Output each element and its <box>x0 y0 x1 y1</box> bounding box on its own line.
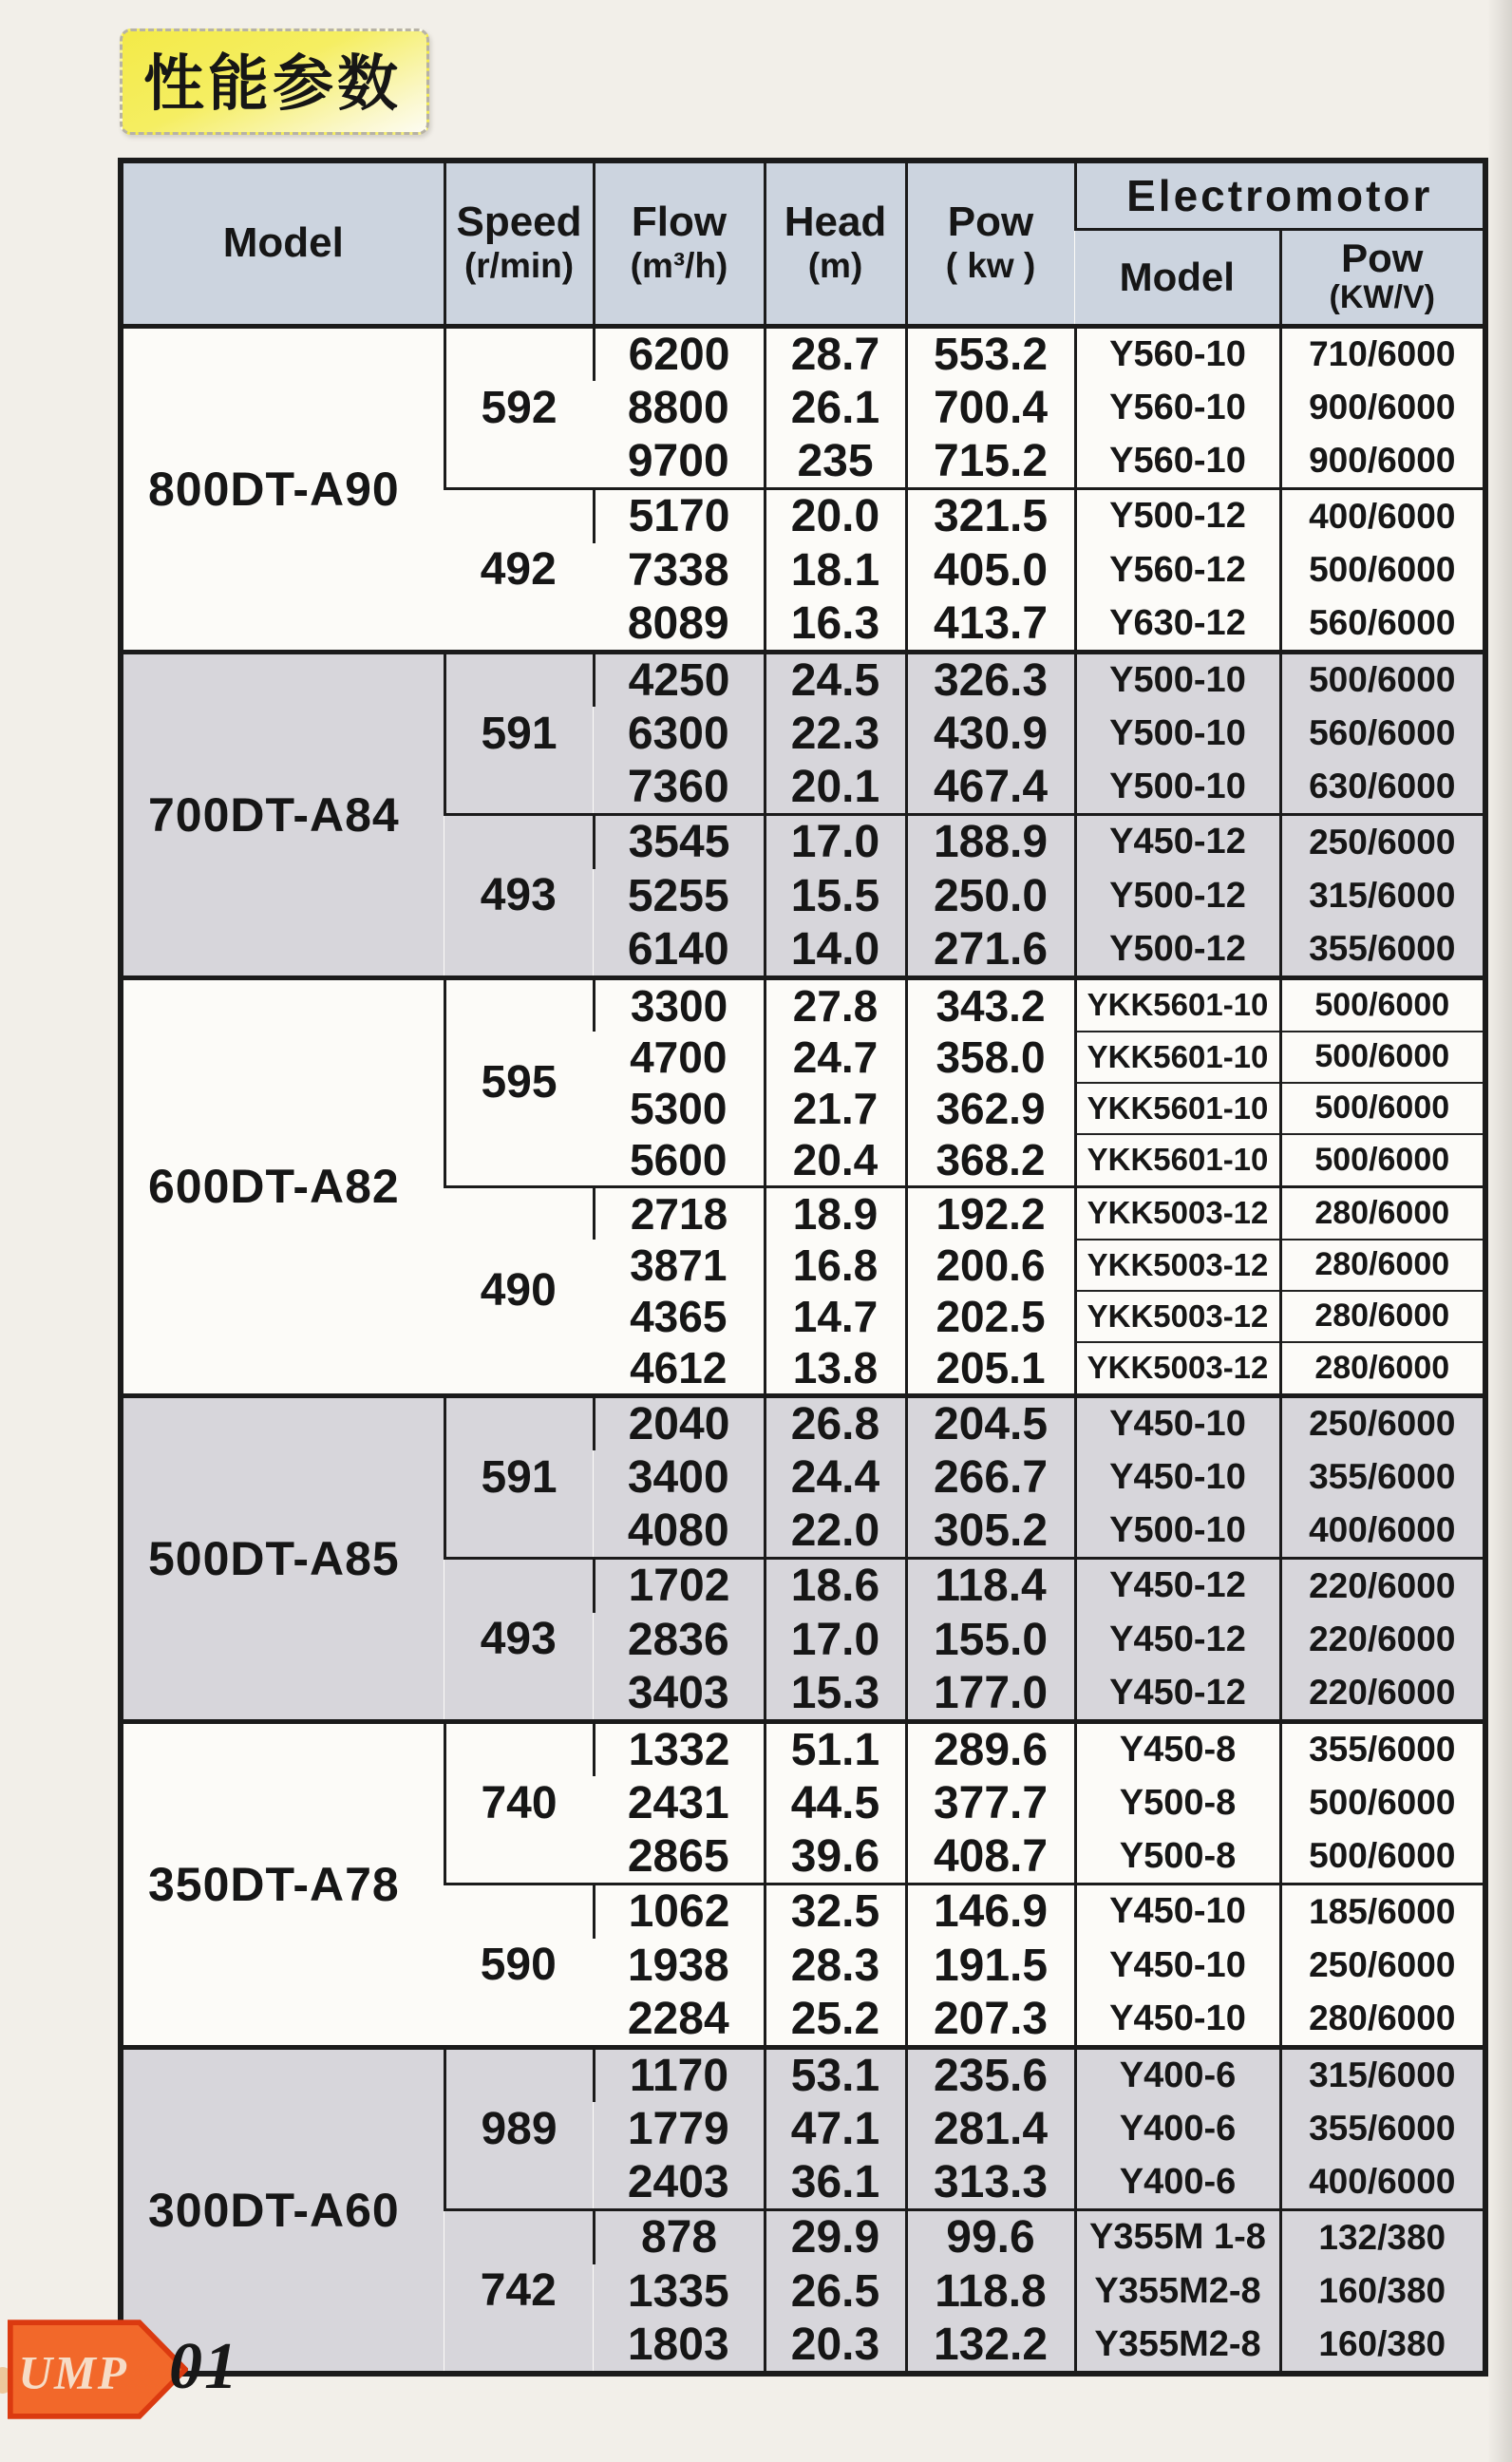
flow-cell: 4080 <box>594 1505 765 1559</box>
em-model-cell: YKK5003-12 <box>1075 1240 1280 1291</box>
flow-cell: 6140 <box>594 923 765 978</box>
flow-cell: 1803 <box>594 2319 765 2374</box>
flow-cell: 8089 <box>627 597 729 649</box>
em-model-cell: Y355M2-8 <box>1075 2319 1280 2374</box>
em-pow-cell: 160/380 <box>1280 2264 1485 2319</box>
header-row-main <box>121 161 1485 229</box>
em-pow-cell: 220/6000 <box>1280 1613 1485 1667</box>
table-row <box>121 977 1485 1032</box>
flow-cell: 6200 <box>594 326 765 381</box>
pow-cell: 99.6 <box>906 2210 1075 2264</box>
pow-cell: 271.6 <box>906 923 1075 978</box>
em-pow-cell: 400/6000 <box>1280 1505 1485 1559</box>
speed-cell: 742 <box>444 2210 594 2374</box>
head-cell: 47.1 <box>765 2102 906 2156</box>
em-model-cell: Y355M2-8 <box>1075 2264 1280 2319</box>
em-model-cell: Y400-6 <box>1075 2102 1280 2156</box>
pow-cell: 430.9 <box>906 707 1075 761</box>
head-cell: 36.1 <box>765 2156 906 2210</box>
em-pow-cell: 500/6000 <box>1280 652 1485 707</box>
pow-cell: 191.5 <box>906 1939 1075 1993</box>
em-pow-cell: 280/6000 <box>1280 1240 1485 1291</box>
em-model-cell: Y500-10 <box>1075 1505 1280 1559</box>
page-number: 01 <box>169 2330 239 2403</box>
em-pow-cell: 560/6000 <box>1280 707 1485 761</box>
em-model-cell: Y560-10 <box>1075 435 1280 489</box>
em-pow-cell: 500/6000 <box>1280 1083 1485 1134</box>
pow-cell: 305.2 <box>906 1505 1075 1559</box>
head-cell: 44.5 <box>765 1776 906 1830</box>
flow-cell: 2284 <box>627 1993 729 2044</box>
em-model-cell: YKK5601-10 <box>1075 1032 1280 1083</box>
flow-cell: 4250 <box>594 652 765 707</box>
pow-cell: 266.7 <box>906 1450 1075 1505</box>
table-row <box>121 1721 1485 1776</box>
pow-cell: 202.5 <box>906 1291 1075 1342</box>
flow-cell: 7360 <box>594 761 765 815</box>
em-model-cell: Y560-10 <box>1075 326 1280 381</box>
em-model-cell: Y450-12 <box>1075 1667 1280 1722</box>
em-model-cell: Y450-12 <box>1075 1613 1280 1667</box>
flow-cell: 9700 <box>627 435 729 486</box>
pow-cell: 408.7 <box>906 1830 1075 1884</box>
em-pow-cell: 185/6000 <box>1280 1884 1485 1939</box>
speed-cell: 740 <box>444 1721 594 1884</box>
head-cell: 15.5 <box>765 869 906 923</box>
em-model-cell: Y560-12 <box>1075 543 1280 597</box>
head-cell: 32.5 <box>765 1884 906 1939</box>
em-model-cell: Y450-10 <box>1075 1450 1280 1505</box>
flow-cell: 5300 <box>630 1083 728 1133</box>
column-header-em-pow: Pow (KW/V) <box>1280 229 1485 326</box>
flow-cell: 1779 <box>594 2102 765 2156</box>
model-cell: 500DT-A85 <box>121 1395 444 1721</box>
em-pow-cell: 132/380 <box>1280 2210 1485 2264</box>
head-cell: 53.1 <box>765 2047 906 2102</box>
head-cell: 14.7 <box>765 1291 906 1342</box>
em-model-cell: Y355M 1-8 <box>1075 2210 1280 2264</box>
pow-cell: 326.3 <box>906 652 1075 707</box>
speed-cell: 592 <box>444 326 594 489</box>
em-model-cell: Y400-6 <box>1075 2156 1280 2210</box>
em-pow-cell: 160/380 <box>1280 2319 1485 2374</box>
pow-cell: 313.3 <box>906 2156 1075 2210</box>
speed-cell: 493 <box>444 1559 594 1722</box>
head-cell: 16.3 <box>765 597 906 653</box>
em-model-cell: Y450-12 <box>1075 815 1280 869</box>
head-cell: 22.0 <box>765 1505 906 1559</box>
pow-cell: 553.2 <box>906 326 1075 381</box>
em-pow-cell: 500/6000 <box>1280 1830 1485 1884</box>
head-cell: 17.0 <box>765 1613 906 1667</box>
head-cell: 17.0 <box>765 815 906 869</box>
model-cell: 350DT-A78 <box>121 1721 444 2047</box>
em-model-cell: Y450-12 <box>1075 1559 1280 1613</box>
em-pow-cell: 250/6000 <box>1280 815 1485 869</box>
head-cell: 27.8 <box>765 977 906 1032</box>
table-row <box>121 326 1485 381</box>
pow-cell: 118.4 <box>906 1559 1075 1613</box>
pow-cell: 281.4 <box>906 2102 1075 2156</box>
em-pow-cell: 900/6000 <box>1280 381 1485 435</box>
em-pow-cell: 280/6000 <box>1280 1186 1485 1240</box>
table-body <box>121 326 1485 2374</box>
column-header-em-model: Model <box>1075 229 1280 326</box>
em-model-cell: Y450-10 <box>1075 1939 1280 1993</box>
speed-cell: 590 <box>444 1884 594 2048</box>
pow-cell: 700.4 <box>906 381 1075 435</box>
pow-cell: 235.6 <box>906 2047 1075 2102</box>
em-model-cell: Y400-6 <box>1075 2047 1280 2102</box>
em-model-cell: YKK5601-10 <box>1075 977 1280 1032</box>
table-row <box>121 652 1485 707</box>
head-cell: 51.1 <box>765 1721 906 1776</box>
flow-cell: 2403 <box>594 2156 765 2210</box>
em-pow-cell: 280/6000 <box>1280 1342 1485 1396</box>
em-pow-cell: 500/6000 <box>1280 1776 1485 1830</box>
head-cell: 26.8 <box>765 1395 906 1450</box>
pow-cell: 321.5 <box>906 489 1075 543</box>
em-model-cell: Y500-12 <box>1075 489 1280 543</box>
flow-cell: 4365 <box>630 1291 728 1341</box>
em-model-cell: Y630-12 <box>1075 597 1280 653</box>
pump-logo-text: UMP <box>18 2346 128 2399</box>
flow-cell: 7338 <box>627 544 729 596</box>
flow-cell: 1702 <box>594 1559 765 1613</box>
flow-cell: 4612 <box>630 1342 728 1392</box>
em-model-cell: Y500-8 <box>1075 1830 1280 1884</box>
flow-cell: 3871 <box>630 1240 728 1290</box>
pow-cell: 207.3 <box>906 1993 1075 2048</box>
head-cell: 24.5 <box>765 652 906 707</box>
em-pow-cell: 355/6000 <box>1280 2102 1485 2156</box>
column-header-electromotor: Electromotor <box>1075 161 1485 229</box>
em-model-cell: YKK5003-12 <box>1075 1291 1280 1342</box>
em-pow-cell: 630/6000 <box>1280 761 1485 815</box>
head-cell: 20.3 <box>765 2319 906 2374</box>
em-pow-cell: 315/6000 <box>1280 869 1485 923</box>
em-model-cell: Y500-10 <box>1075 761 1280 815</box>
em-model-cell: Y500-8 <box>1075 1776 1280 1830</box>
em-model-cell: Y560-10 <box>1075 381 1280 435</box>
table-row <box>121 1395 1485 1450</box>
em-model-cell: Y500-12 <box>1075 923 1280 978</box>
em-pow-cell: 710/6000 <box>1280 326 1485 381</box>
head-cell: 21.7 <box>765 1083 906 1134</box>
speed-cell: 493 <box>444 815 594 978</box>
column-header-pow: Pow ( kw ) <box>906 161 1075 326</box>
flow-cell: 2865 <box>627 1830 729 1882</box>
model-cell: 300DT-A60 <box>121 2047 444 2374</box>
em-pow-cell: 250/6000 <box>1280 1939 1485 1993</box>
head-cell: 15.3 <box>765 1667 906 1722</box>
head-cell: 28.3 <box>765 1939 906 1993</box>
head-cell: 29.9 <box>765 2210 906 2264</box>
pow-cell: 413.7 <box>906 597 1075 653</box>
em-pow-cell: 355/6000 <box>1280 923 1485 978</box>
flow-cell: 1335 <box>594 2264 765 2319</box>
head-cell: 13.8 <box>765 1342 906 1396</box>
pow-cell: 118.8 <box>906 2264 1075 2319</box>
em-pow-cell: 220/6000 <box>1280 1667 1485 1722</box>
em-pow-cell: 560/6000 <box>1280 597 1485 653</box>
pow-cell: 177.0 <box>906 1667 1075 1722</box>
model-cell: 700DT-A84 <box>121 652 444 977</box>
model-cell: 600DT-A82 <box>121 977 444 1395</box>
em-model-cell: Y450-10 <box>1075 1395 1280 1450</box>
em-pow-cell: 500/6000 <box>1280 1134 1485 1187</box>
em-pow-cell: 400/6000 <box>1280 2156 1485 2210</box>
flow-cell: 2836 <box>594 1613 765 1667</box>
flow-cell: 1170 <box>594 2047 765 2102</box>
head-cell: 22.3 <box>765 707 906 761</box>
em-pow-cell: 280/6000 <box>1280 1993 1485 2048</box>
performance-table <box>118 158 1488 2377</box>
em-pow-cell: 400/6000 <box>1280 489 1485 543</box>
head-cell: 26.1 <box>765 381 906 435</box>
flow-cell: 5600 <box>630 1134 728 1184</box>
pow-cell: 155.0 <box>906 1613 1075 1667</box>
em-pow-cell: 355/6000 <box>1280 1721 1485 1776</box>
head-cell: 20.0 <box>765 489 906 543</box>
flow-cell: 4700 <box>630 1032 728 1082</box>
footer <box>0 2318 399 2432</box>
em-model-cell: YKK5003-12 <box>1075 1342 1280 1396</box>
flow-cell: 3400 <box>594 1450 765 1505</box>
em-model-cell: Y450-10 <box>1075 1993 1280 2048</box>
head-cell: 24.7 <box>765 1032 906 1083</box>
em-model-cell: YKK5003-12 <box>1075 1186 1280 1240</box>
flow-cell: 2431 <box>627 1777 729 1828</box>
pow-cell: 132.2 <box>906 2319 1075 2374</box>
flow-cell: 5170 <box>594 489 765 543</box>
em-pow-cell: 220/6000 <box>1280 1559 1485 1613</box>
em-model-cell: Y500-10 <box>1075 707 1280 761</box>
pow-cell: 204.5 <box>906 1395 1075 1450</box>
column-header-head: Head (m) <box>765 161 906 326</box>
head-cell: 20.1 <box>765 761 906 815</box>
em-pow-cell: 355/6000 <box>1280 1450 1485 1505</box>
speed-cell: 591 <box>444 1395 594 1559</box>
speed-cell: 591 <box>444 652 594 815</box>
pow-cell: 146.9 <box>906 1884 1075 1939</box>
em-pow-cell: 500/6000 <box>1280 1032 1485 1083</box>
page-title: 性能参数 <box>120 28 429 135</box>
head-cell: 24.4 <box>765 1450 906 1505</box>
flow-cell: 6300 <box>594 707 765 761</box>
pow-cell: 358.0 <box>906 1032 1075 1083</box>
em-model-cell: Y500-12 <box>1075 869 1280 923</box>
pow-cell: 289.6 <box>906 1721 1075 1776</box>
head-cell: 39.6 <box>765 1830 906 1884</box>
flow-cell: 3300 <box>594 977 765 1032</box>
pow-cell: 205.1 <box>906 1342 1075 1396</box>
head-cell: 18.1 <box>765 543 906 597</box>
head-cell: 18.9 <box>765 1186 906 1240</box>
em-pow-cell: 500/6000 <box>1280 543 1485 597</box>
head-cell: 235 <box>765 435 906 489</box>
head-cell: 18.6 <box>765 1559 906 1613</box>
pow-cell: 405.0 <box>906 543 1075 597</box>
head-cell: 14.0 <box>765 923 906 978</box>
head-cell: 20.4 <box>765 1134 906 1187</box>
flow-cell: 5255 <box>594 869 765 923</box>
table-header <box>121 161 1485 326</box>
pow-cell: 192.2 <box>906 1186 1075 1240</box>
head-cell: 28.7 <box>765 326 906 381</box>
head-cell: 16.8 <box>765 1240 906 1291</box>
table-row <box>121 2047 1485 2102</box>
pow-cell: 377.7 <box>906 1776 1075 1830</box>
model-cell: 800DT-A90 <box>121 326 444 652</box>
pump-logo-arrow-icon <box>8 2320 188 2419</box>
flow-cell: 3545 <box>594 815 765 869</box>
pow-cell: 188.9 <box>906 815 1075 869</box>
flow-cell: 1062 <box>594 1884 765 1939</box>
speed-cell: 595 <box>444 977 594 1186</box>
em-pow-cell: 900/6000 <box>1280 435 1485 489</box>
em-pow-cell: 315/6000 <box>1280 2047 1485 2102</box>
speed-cell: 989 <box>444 2047 594 2210</box>
pow-cell: 368.2 <box>906 1134 1075 1187</box>
em-model-cell: Y450-10 <box>1075 1884 1280 1939</box>
speed-cell: 490 <box>444 1186 594 1395</box>
flow-cell: 3403 <box>594 1667 765 1722</box>
pow-cell: 467.4 <box>906 761 1075 815</box>
pow-cell: 250.0 <box>906 869 1075 923</box>
pow-cell: 362.9 <box>906 1083 1075 1134</box>
em-model-cell: YKK5601-10 <box>1075 1134 1280 1187</box>
flow-cell: 2040 <box>594 1395 765 1450</box>
head-cell: 25.2 <box>765 1993 906 2048</box>
flow-cell: 2718 <box>594 1186 765 1240</box>
pow-cell: 343.2 <box>906 977 1075 1032</box>
em-pow-cell: 280/6000 <box>1280 1291 1485 1342</box>
em-model-cell: Y450-8 <box>1075 1721 1280 1776</box>
column-header-model: Model <box>121 161 444 326</box>
em-pow-cell: 500/6000 <box>1280 977 1485 1032</box>
flow-cell: 8800 <box>627 382 729 433</box>
em-pow-cell: 250/6000 <box>1280 1395 1485 1450</box>
flow-cell: 878 <box>594 2210 765 2264</box>
em-model-cell: Y500-10 <box>1075 652 1280 707</box>
column-header-speed: Speed (r/min) <box>444 161 594 326</box>
performance-table-container <box>118 158 1488 2377</box>
flow-cell: 1332 <box>594 1721 765 1776</box>
em-model-cell: YKK5601-10 <box>1075 1083 1280 1134</box>
pow-cell: 200.6 <box>906 1240 1075 1291</box>
flow-cell: 1938 <box>627 1940 729 1991</box>
pow-cell: 715.2 <box>906 435 1075 489</box>
column-header-flow: Flow (m³/h) <box>594 161 765 326</box>
head-cell: 26.5 <box>765 2264 906 2319</box>
speed-cell: 492 <box>444 489 594 653</box>
